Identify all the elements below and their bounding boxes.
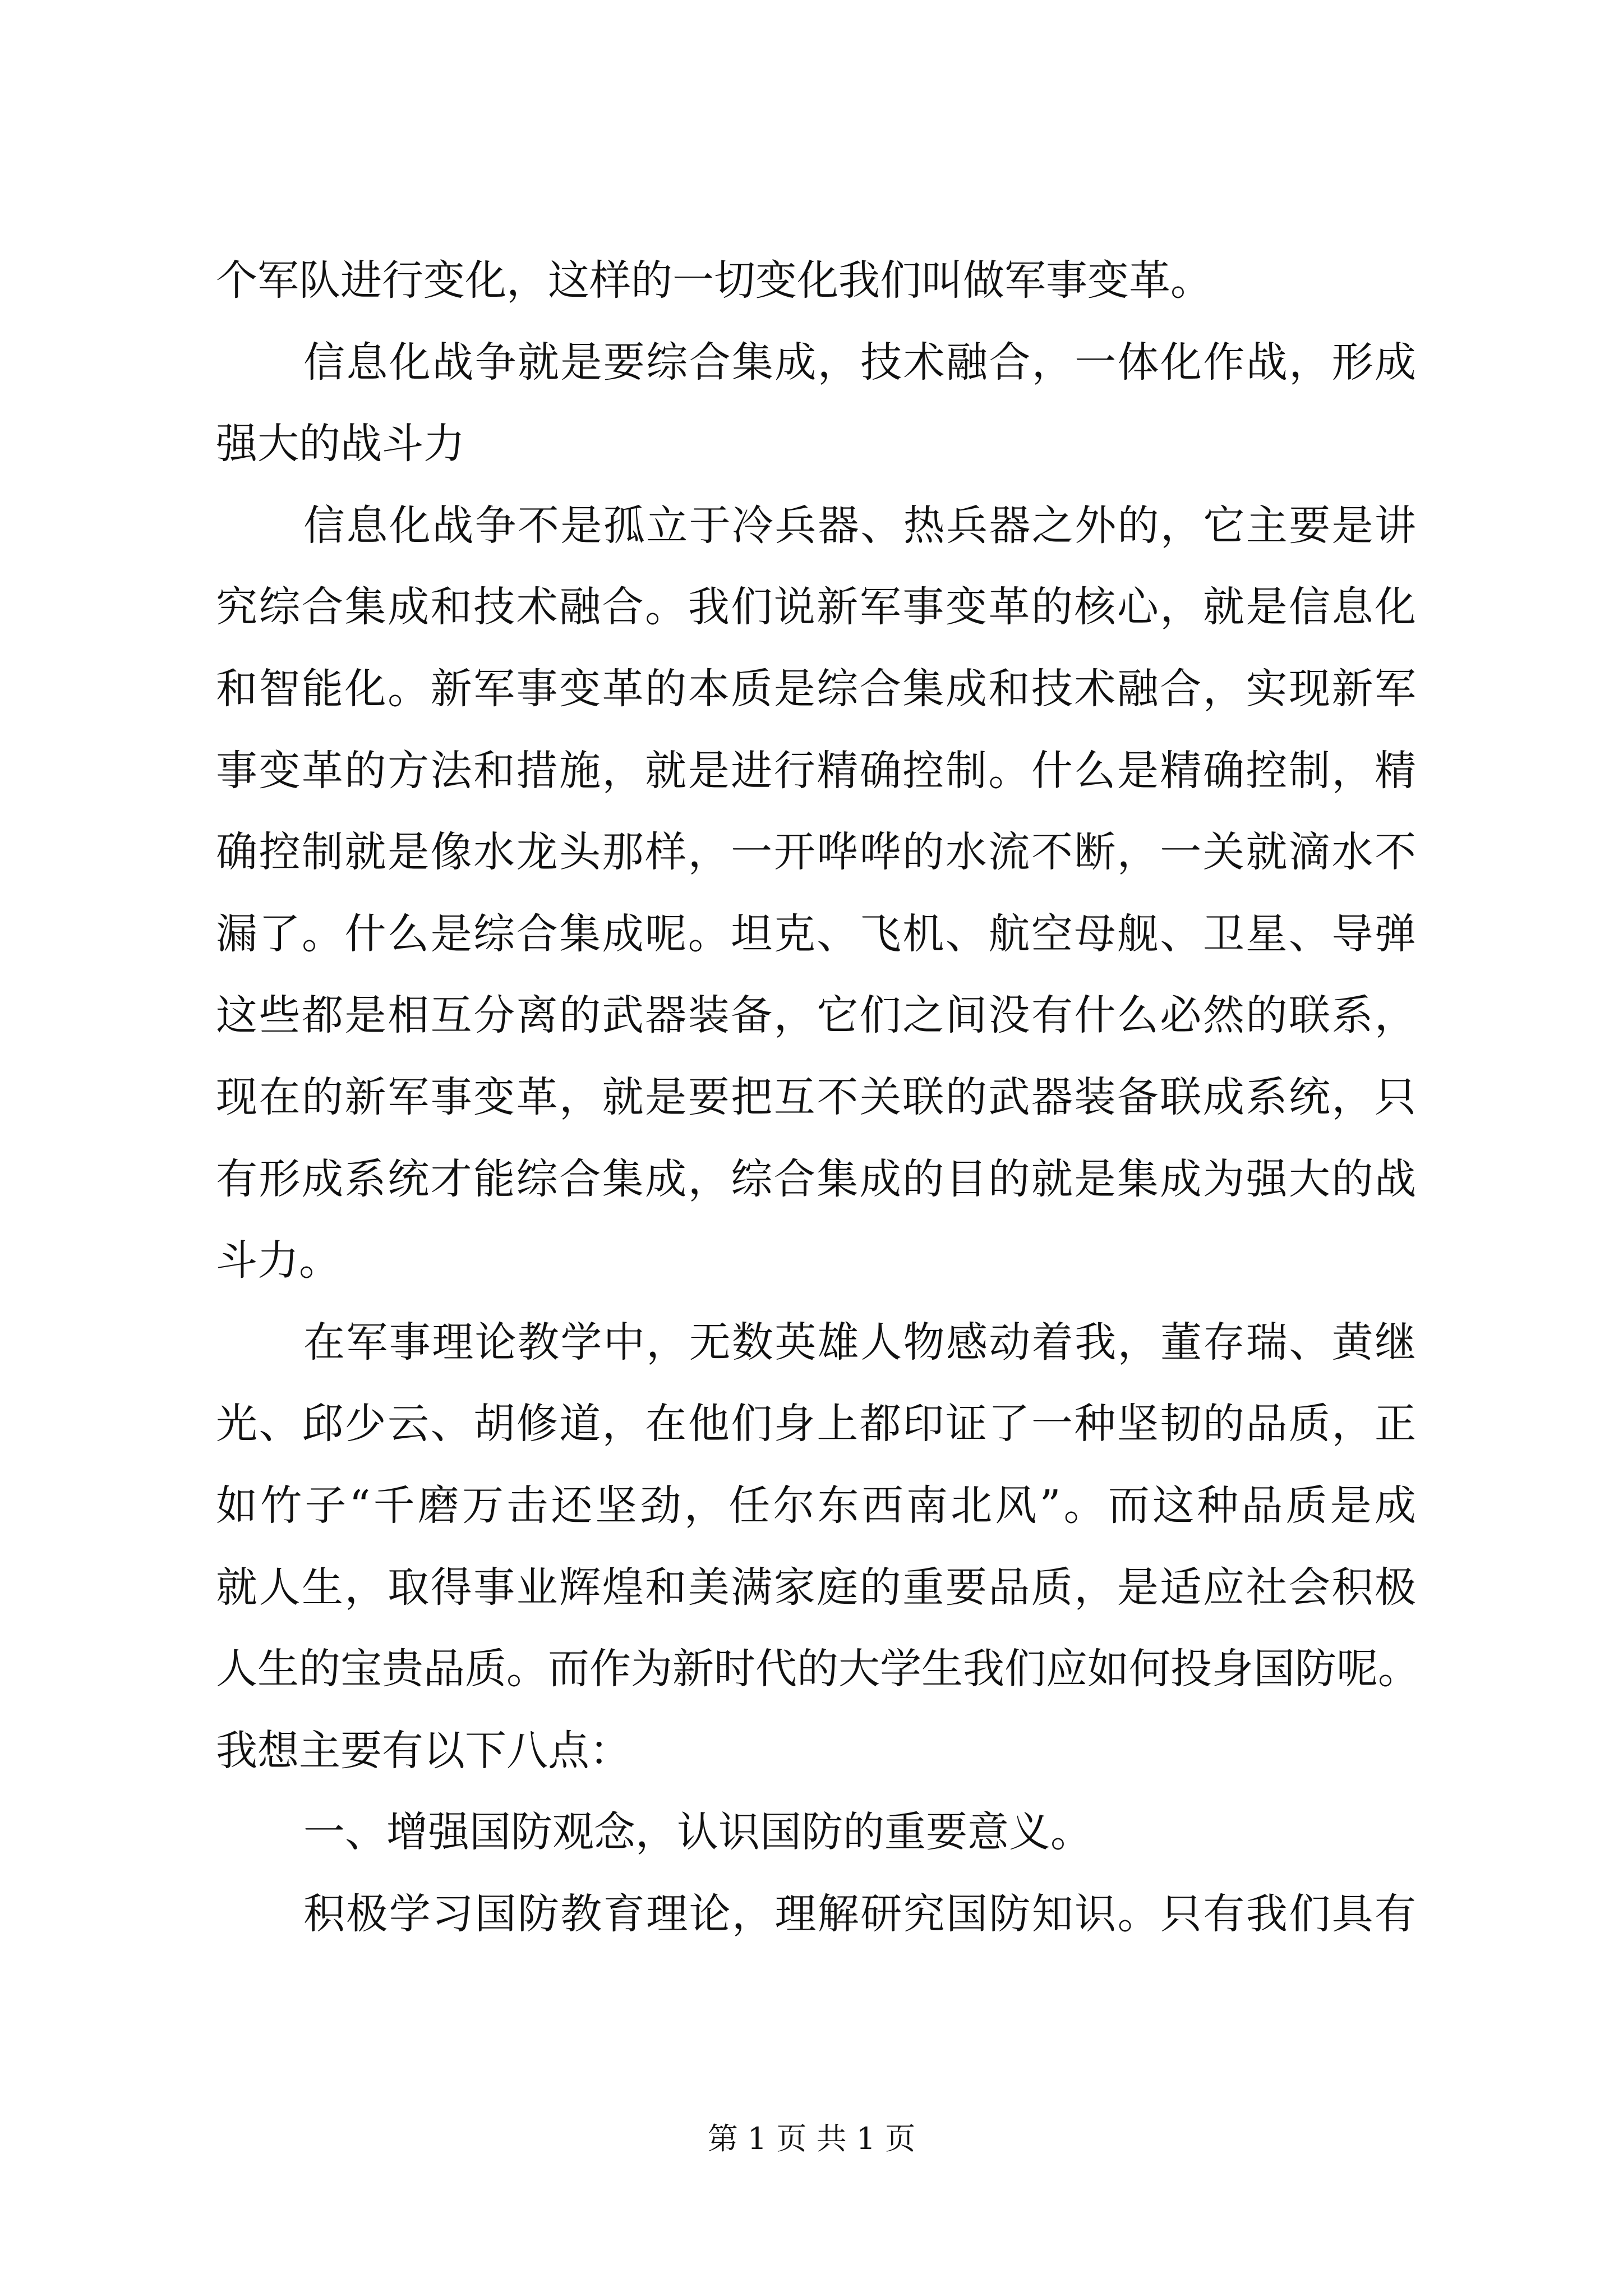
text-line: 积极学习国防教育理论，理解研究国防知识。只有我们具有	[303, 1889, 1416, 1938]
text-line: 如竹子“千磨万击还坚劲，任尔东西南北风”。而这种品质是成	[216, 1481, 1416, 1530]
text-line: 我想主要有以下八点：	[216, 1726, 631, 1775]
text-line: 信息化战争不是孤立于冷兵器、热兵器之外的，它主要是讲	[303, 501, 1416, 550]
text-line: 和智能化。新军事变革的本质是综合集成和技术融合，实现新军	[216, 664, 1416, 713]
text-line: 漏了。什么是综合集成呢。坦克、飞机、航空母舰、卫星、导弹	[216, 909, 1416, 958]
text-line: 确控制就是像水龙头那样，一开哗哗的水流不断，一关就滴水不	[216, 828, 1416, 877]
text-line: 这些都是相互分离的武器装备，它们之间没有什么必然的联系，	[216, 991, 1416, 1040]
page-number-label: 第 1 页 共 1 页	[707, 2121, 916, 2156]
text-line: 斗力。	[216, 1236, 340, 1285]
text-line: 现在的新军事变革，就是要把互不关联的武器装备联成系统，只	[216, 1073, 1416, 1121]
text-line: 在军事理论教学中，无数英雄人物感动着我，董存瑞、黄继	[303, 1318, 1416, 1366]
text-line: 光、邱少云、胡修道，在他们身上都印证了一种坚韧的品质，正	[216, 1400, 1416, 1448]
text-line: 就人生，取得事业辉煌和美满家庭的重要品质，是适应社会积极	[216, 1563, 1416, 1612]
text-line: 有形成系统才能综合集成，综合集成的目的就是集成为强大的战	[216, 1154, 1416, 1203]
text-line: 信息化战争就是要综合集成，技术融合，一体化作战，形成	[303, 338, 1416, 386]
text-line: 个军队进行变化，这样的一切变化我们叫做军事变革。	[216, 256, 1212, 305]
text-line: 人生的宝贵品质。而作为新时代的大学生我们应如何投身国防呢。	[216, 1645, 1419, 1694]
text-line: 强大的战斗力	[216, 420, 465, 468]
document-body	[216, 240, 1419, 1955]
page-footer	[0, 2115, 1623, 2158]
text-line: 究综合集成和技术融合。我们说新军事变革的核心，就是信息化	[216, 583, 1416, 632]
text-line: 事变革的方法和措施，就是进行精确控制。什么是精确控制，精	[216, 746, 1416, 795]
text-line: 一、增强国防观念，认识国防的重要意义。	[303, 1808, 1092, 1857]
